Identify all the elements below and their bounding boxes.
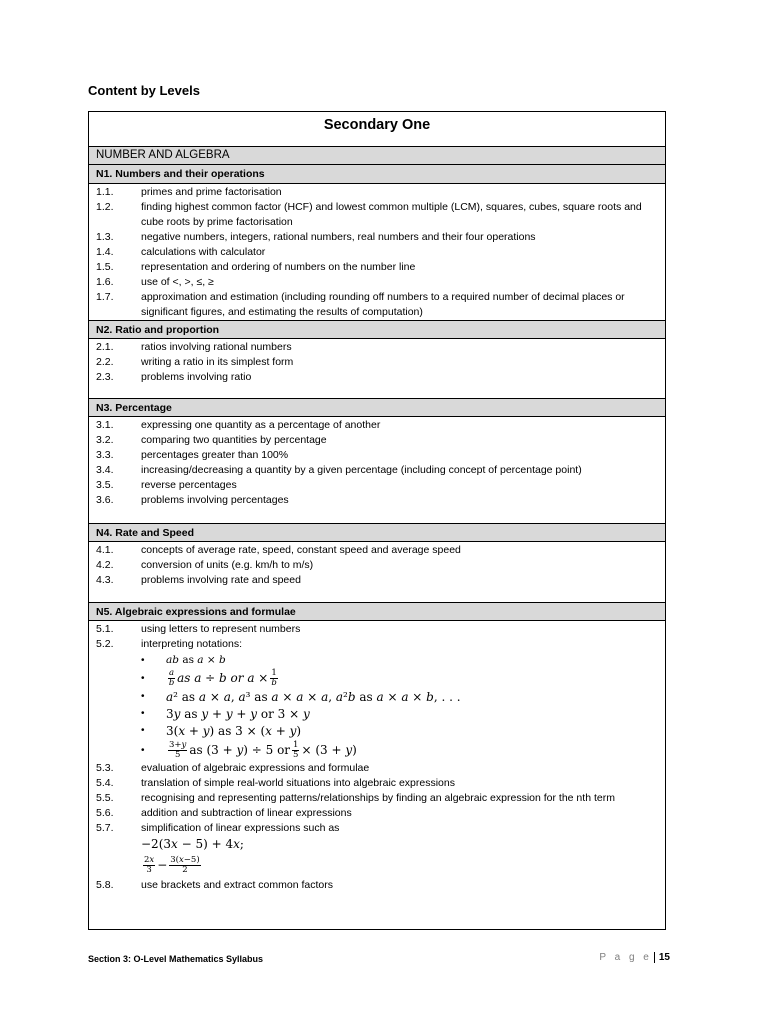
list-item: 3.5. reverse percentages bbox=[96, 479, 237, 491]
section-body-n1 bbox=[89, 184, 665, 320]
list-item: 5.5. recognising and representing patterns/relationships by finding an algebraic expression for the nth term bbox=[96, 792, 615, 804]
page-heading: Content by Levels bbox=[88, 83, 200, 98]
notation-item: • $\frac{\text{𝑎}}{\text{𝑏}}$ as 𝑎 ÷ 𝑏 or 𝑎 × $\frac{1}{\text{𝑏}}$ bbox=[141, 667, 277, 688]
list-item: 5.4. translation of simple real-world situations into algebraic expressions bbox=[96, 777, 455, 789]
list-item: 4.3. problems involving rate and speed bbox=[96, 574, 301, 586]
list-item: 5.7. simplification of linear expressions such as bbox=[96, 822, 340, 834]
list-item: 1.6. use of <, >, ≤, ≥ bbox=[96, 276, 214, 288]
list-item: 4.2. conversion of units (e.g. km/h to m/s) bbox=[96, 559, 314, 571]
list-item: 5.3. evaluation of algebraic expressions and formulae bbox=[96, 762, 370, 774]
level-title: Secondary One bbox=[89, 112, 665, 147]
notation-list bbox=[89, 652, 665, 761]
section-body-n4 bbox=[89, 542, 665, 602]
list-item: 1.5. representation and ordering of numbers on the number line bbox=[96, 261, 416, 273]
category-header: NUMBER AND ALGEBRA bbox=[89, 147, 665, 165]
list-item: 1.4. calculations with calculator bbox=[96, 246, 266, 258]
notation-item: • 3(𝑥 + 𝑦) as 3 × (𝑥 + 𝑦) bbox=[141, 723, 302, 738]
list-item: 5.6. addition and subtraction of linear expressions bbox=[96, 807, 352, 819]
section-body-n3 bbox=[89, 417, 665, 523]
list-item: 3.1. expressing one quantity as a percentage of another bbox=[96, 419, 381, 431]
list-item: 3.6. problems involving percentages bbox=[96, 494, 289, 506]
list-item: 3.3. percentages greater than 100% bbox=[96, 449, 289, 461]
notation-item: • 𝑎² as 𝑎 × 𝑎, 𝑎³ as 𝑎 × 𝑎 × 𝑎, 𝑎²𝑏 as 𝑎 × 𝑎 × 𝑏, . . . bbox=[141, 689, 461, 704]
section-header-n2: N2. Ratio and proportion bbox=[89, 320, 665, 339]
footer-page-number: P a g e 15 bbox=[599, 952, 670, 963]
notation-item: • $\frac{\text{3+𝑦}}{5}$ as (3 + 𝑦) ÷ 5 or $\frac{1}{5}$ × (3 + 𝑦) bbox=[141, 739, 357, 760]
section-header-n5: N5. Algebraic expressions and formulae bbox=[89, 602, 665, 621]
section-header-n1: N1. Numbers and their operations bbox=[89, 165, 665, 184]
footer-section-label: Section 3: O-Level Mathematics Syllabus bbox=[88, 954, 264, 964]
list-item: 3.4. increasing/decreasing a quantity by a given percentage (including concept of percentage point) bbox=[96, 464, 582, 476]
expression-2: $\frac{\text{2𝑥}}{3}$ − $\frac{\text{3(𝑥−5)}}{2}$ bbox=[144, 854, 200, 875]
list-item: 5.2. interpreting notations: bbox=[96, 638, 242, 650]
list-item: 1.1. primes and prime factorisation bbox=[96, 186, 282, 198]
syllabus-table bbox=[88, 111, 666, 930]
section-body-n2 bbox=[89, 339, 665, 398]
list-item: 4.1. concepts of average rate, speed, constant speed and average speed bbox=[96, 544, 461, 556]
list-item: 3.2. comparing two quantities by percentage bbox=[96, 434, 327, 446]
section-header-n4: N4. Rate and Speed bbox=[89, 523, 665, 542]
notation-item: • 𝑎𝑏 as 𝑎 × 𝑏 bbox=[141, 654, 226, 666]
list-item: 2.2. writing a ratio in its simplest form bbox=[96, 356, 294, 368]
section-body-n5 bbox=[89, 621, 665, 893]
expression-1: −2(3𝑥 − 5) + 4𝑥; bbox=[141, 837, 244, 851]
section-header-n3: N3. Percentage bbox=[89, 398, 665, 417]
list-item: 5.1. using letters to represent numbers bbox=[96, 623, 301, 635]
list-item: 1.7. approximation and estimation (including rounding off numbers to a required number of decimal places or significant figures, and estimating the results of computation) bbox=[96, 291, 625, 318]
list-item: 2.1. ratios involving rational numbers bbox=[96, 341, 292, 353]
notation-item: • 3𝑦 as 𝑦 + 𝑦 + 𝑦 or 3 × 𝑦 bbox=[141, 706, 310, 721]
list-item: 1.3. negative numbers, integers, rational numbers, real numbers and their four operations bbox=[96, 231, 536, 243]
list-item: 5.8. use brackets and extract common factors bbox=[96, 879, 333, 891]
list-item: 1.2. finding highest common factor (HCF) and lowest common multiple (LCM), squares, cubes, square roots and cube roots by prime factorisation bbox=[96, 201, 642, 228]
list-item: 2.3. problems involving ratio bbox=[96, 371, 252, 383]
